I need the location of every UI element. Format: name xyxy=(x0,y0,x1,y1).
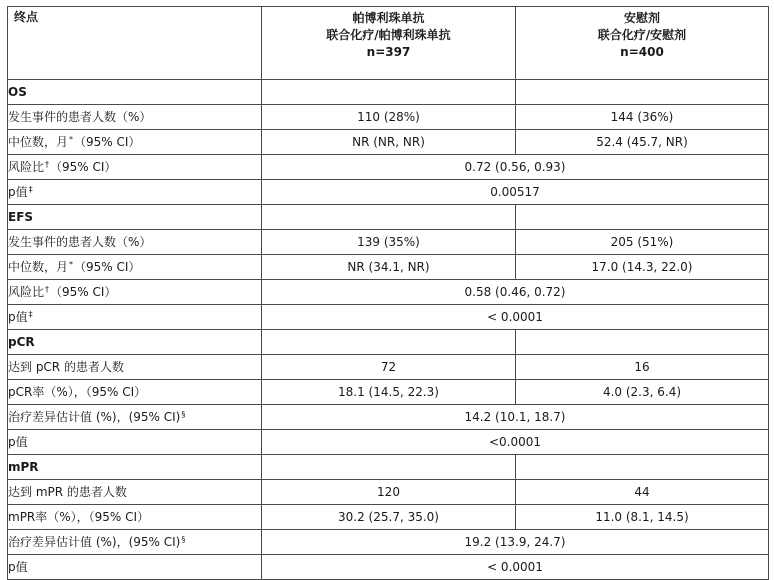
row-label: p值 xyxy=(8,309,28,324)
row-label-cell xyxy=(8,305,262,330)
arm2-name: 安慰剂 xyxy=(623,11,660,25)
table-row xyxy=(8,355,769,380)
arm1-value: 110 (28%) xyxy=(262,105,516,130)
table-row xyxy=(8,130,769,155)
arm1-value: 120 xyxy=(262,480,516,505)
merged-value: 0.72 (0.56, 0.93) xyxy=(262,155,769,180)
row-label-tail: （95% CI） xyxy=(50,284,117,299)
table-row xyxy=(8,555,769,580)
arm2-regimen: 联合化疗/安慰剂 xyxy=(597,28,687,42)
header-row xyxy=(8,7,769,80)
row-label-cell xyxy=(8,180,262,205)
row-label-tail: （95% CI） xyxy=(74,259,141,274)
results-table xyxy=(7,6,769,580)
merged-value: 0.00517 xyxy=(262,180,769,205)
row-label-cell xyxy=(8,130,262,155)
arm2-value: 17.0 (14.3, 22.0) xyxy=(516,255,769,280)
section-title: EFS xyxy=(8,205,262,230)
arm2-value: 16 xyxy=(516,355,769,380)
table-row xyxy=(8,430,769,455)
table-row xyxy=(8,105,769,130)
arm2-value: 144 (36%) xyxy=(516,105,769,130)
row-label: 风险比 xyxy=(8,159,45,174)
row-label-cell xyxy=(8,530,262,555)
table-row xyxy=(8,255,769,280)
arm1-value: 139 (35%) xyxy=(262,230,516,255)
merged-value: 19.2 (13.9, 24.7) xyxy=(262,530,769,555)
footnote-mark: † xyxy=(45,159,50,169)
row-label: pCR率（%），（95% CI） xyxy=(8,380,262,405)
row-label: p值 xyxy=(8,555,262,580)
row-label: p值 xyxy=(8,430,262,455)
footnote-mark: * xyxy=(69,134,74,144)
merged-value: < 0.0001 xyxy=(262,305,769,330)
row-label-tail: （95% CI） xyxy=(50,159,117,174)
row-label-cell xyxy=(8,280,262,305)
row-label: mPR率（%），（95% CI） xyxy=(8,505,262,530)
section-row-pcr xyxy=(8,330,769,355)
merged-value: <0.0001 xyxy=(262,430,769,455)
row-label: 达到 pCR 的患者人数 xyxy=(8,355,262,380)
section-row-os xyxy=(8,80,769,105)
table-row xyxy=(8,380,769,405)
row-label-cell xyxy=(8,255,262,280)
table-row xyxy=(8,530,769,555)
footnote-mark: ‡ xyxy=(28,184,33,194)
section-title: OS xyxy=(8,80,262,105)
table-row xyxy=(8,405,769,430)
arm1-value: 72 xyxy=(262,355,516,380)
row-label: p值 xyxy=(8,184,28,199)
arm1-value: 30.2 (25.7, 35.0) xyxy=(262,505,516,530)
table-row xyxy=(8,505,769,530)
header-endpoint: 终点 xyxy=(8,7,262,80)
arm1-value: NR (34.1, NR) xyxy=(262,255,516,280)
row-label: 发生事件的患者人数（%） xyxy=(8,105,262,130)
footnote-mark: § xyxy=(181,534,186,544)
footnote-mark: § xyxy=(181,409,186,419)
row-label: 达到 mPR 的患者人数 xyxy=(8,480,262,505)
table-row xyxy=(8,305,769,330)
section-row-efs xyxy=(8,205,769,230)
row-label: 发生事件的患者人数（%） xyxy=(8,230,262,255)
arm2-value: 11.0 (8.1, 14.5) xyxy=(516,505,769,530)
arm1-name: 帕博利珠单抗 xyxy=(352,11,425,25)
arm1-value: 18.1 (14.5, 22.3) xyxy=(262,380,516,405)
footnote-mark: † xyxy=(45,284,50,294)
row-label: 中位数，月 xyxy=(8,134,69,149)
table-row xyxy=(8,180,769,205)
row-label: 风险比 xyxy=(8,284,45,299)
section-title: pCR xyxy=(8,330,262,355)
row-label: 治疗差异估计值 (%)，(95% CI) xyxy=(8,534,181,549)
row-label: 治疗差异估计值 (%)，(95% CI) xyxy=(8,409,181,424)
section-row-mpr xyxy=(8,455,769,480)
arm1-regimen: 联合化疗/帕博利珠单抗 xyxy=(326,28,451,42)
table-row xyxy=(8,280,769,305)
section-title: mPR xyxy=(8,455,262,480)
arm1-n: n=397 xyxy=(366,45,411,59)
merged-value: 14.2 (10.1, 18.7) xyxy=(262,405,769,430)
row-label-cell xyxy=(8,405,262,430)
row-label-cell xyxy=(8,155,262,180)
arm1-value: NR (NR, NR) xyxy=(262,130,516,155)
table-row xyxy=(8,155,769,180)
arm2-n: n=400 xyxy=(620,45,664,59)
arm2-value: 52.4 (45.7, NR) xyxy=(516,130,769,155)
arm2-value: 44 xyxy=(516,480,769,505)
arm2-value: 4.0 (2.3, 6.4) xyxy=(516,380,769,405)
table-row xyxy=(8,230,769,255)
row-label: 中位数，月 xyxy=(8,259,69,274)
merged-value: < 0.0001 xyxy=(262,555,769,580)
table-row xyxy=(8,480,769,505)
arm2-value: 205 (51%) xyxy=(516,230,769,255)
footnote-mark: ‡ xyxy=(28,309,33,319)
footnote-mark: * xyxy=(69,259,74,269)
header-arm-pembrolizumab xyxy=(262,7,516,80)
header-arm-placebo xyxy=(516,7,769,80)
merged-value: 0.58 (0.46, 0.72) xyxy=(262,280,769,305)
row-label-tail: （95% CI） xyxy=(74,134,141,149)
